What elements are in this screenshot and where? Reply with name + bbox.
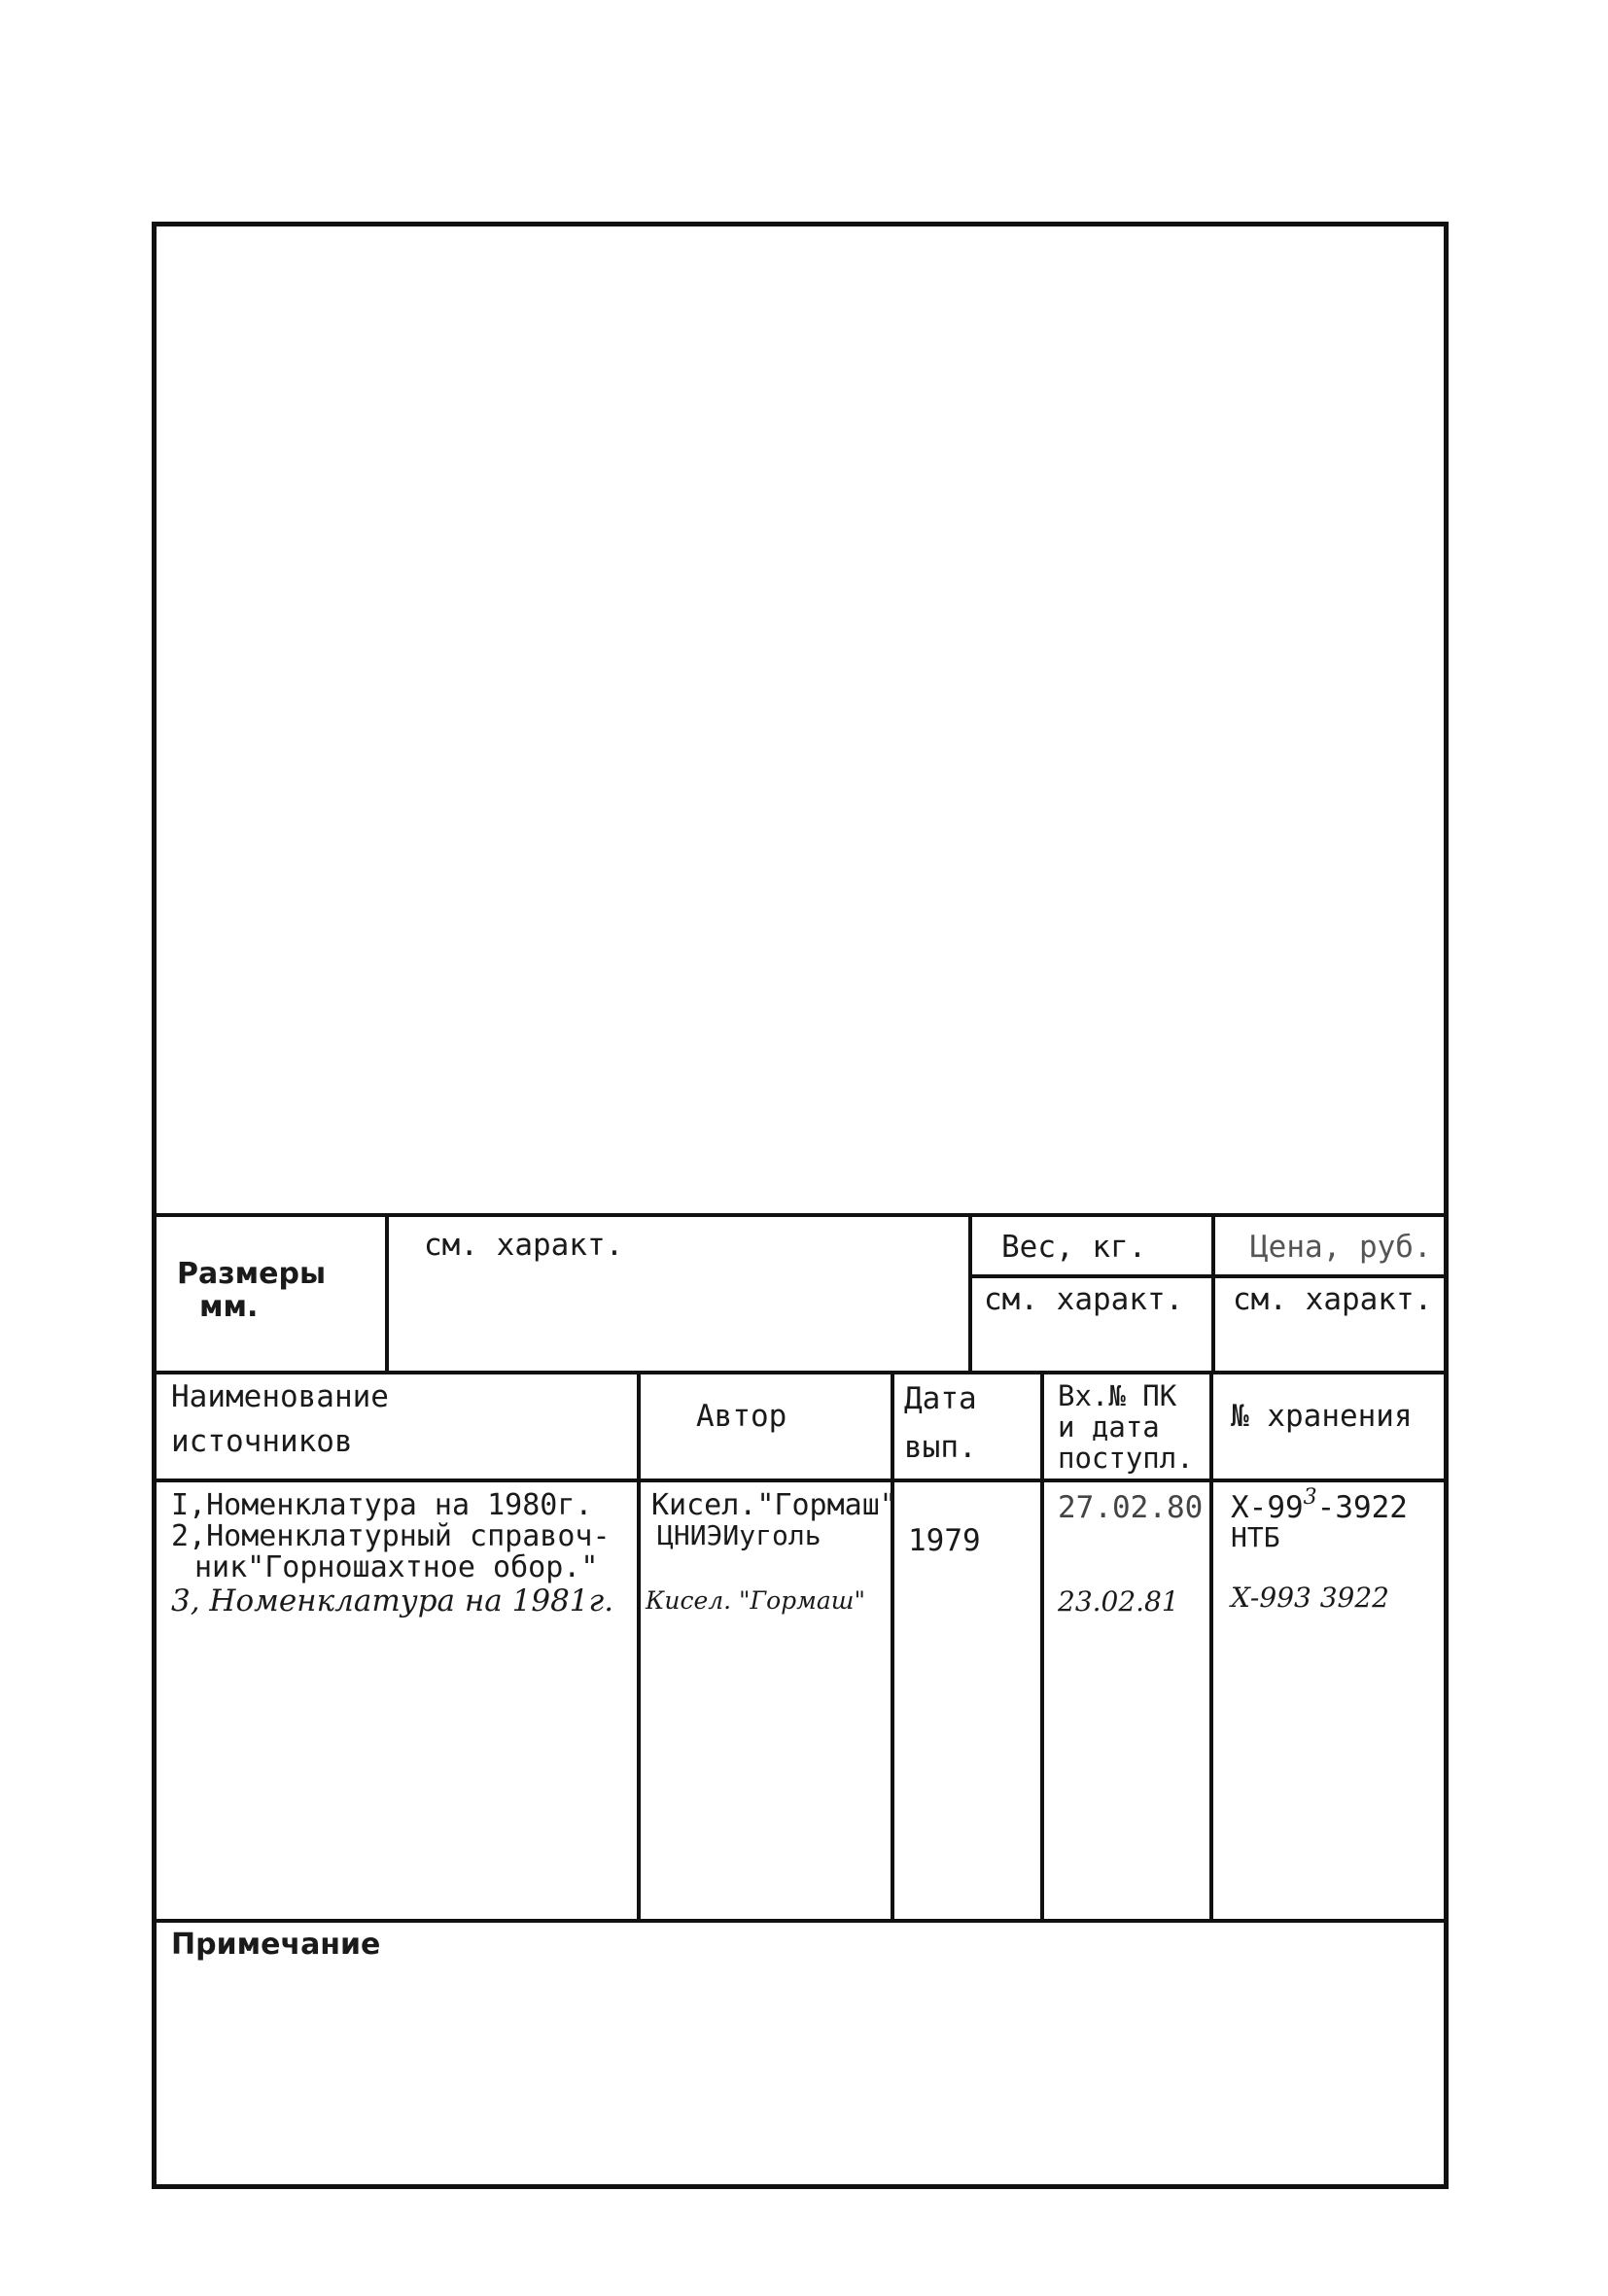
header-name: Наименование (171, 1379, 389, 1414)
price-header: Цена, руб. (1250, 1230, 1432, 1265)
row1-author: Кисел."Гормаш" (651, 1488, 897, 1522)
weight-value: см. характ. (984, 1282, 1184, 1317)
row2-author: ЦНИЭИуголь (657, 1519, 821, 1551)
row2-storage: НТБ (1231, 1521, 1280, 1553)
size-value: см. характ. (424, 1228, 624, 1263)
header-date: Дата (904, 1381, 977, 1416)
row1-storage (1231, 1485, 1408, 1525)
row1-received: 27.02.80 (1058, 1490, 1204, 1525)
form-frame (152, 222, 1449, 2189)
header-author: Автор (696, 1399, 787, 1434)
storage-divider (1209, 1373, 1213, 1921)
note-top-rule (156, 1919, 1445, 1923)
row1-storage-tail: -3922 (1316, 1490, 1408, 1525)
size-block-top-rule (156, 1213, 1445, 1217)
row2-date: 1979 (908, 1523, 981, 1558)
header-storage: № хранения (1231, 1399, 1413, 1434)
row1-storage-main: Х-99 (1231, 1490, 1304, 1525)
weight-header-rule (968, 1274, 1445, 1278)
price-value: см. характ. (1233, 1282, 1433, 1317)
size-label-divider (385, 1215, 389, 1373)
weight-header: Вес, кг. (1001, 1230, 1147, 1265)
price-divider (1211, 1215, 1215, 1373)
header-received-line2: и дата (1058, 1410, 1160, 1444)
row1-storage-superscript: 3 (1303, 1485, 1317, 1510)
header-received-line3: поступл. (1058, 1442, 1194, 1475)
received-divider (1040, 1373, 1044, 1921)
author-divider (637, 1373, 641, 1921)
sources-top-rule (156, 1371, 1445, 1374)
row3-name: 3, Номенклатура на 1981г. (171, 1583, 614, 1618)
header-name-line2: источников (171, 1424, 353, 1459)
row3-received: 23.02.81 (1058, 1585, 1179, 1618)
note-label: Примечание (171, 1928, 381, 1962)
sources-header-rule (156, 1478, 1445, 1482)
header-received: Вх.№ ПК (1058, 1379, 1177, 1412)
row3-storage: Х-993 3922 (1231, 1582, 1389, 1614)
size-unit-label: мм. (199, 1290, 259, 1324)
size-label: Размеры (177, 1257, 327, 1291)
header-date-line2: вып. (904, 1430, 977, 1465)
row1-name: I,Номенклатура на 1980г. (171, 1488, 593, 1522)
row2-name-line2: ник"Горношахтное обор." (194, 1550, 599, 1584)
weight-divider (968, 1215, 972, 1373)
date-divider (891, 1373, 894, 1921)
row3-author: Кисел. "Гормаш" (646, 1586, 865, 1615)
row2-name: 2,Номенклатурный справоч- (171, 1519, 611, 1553)
